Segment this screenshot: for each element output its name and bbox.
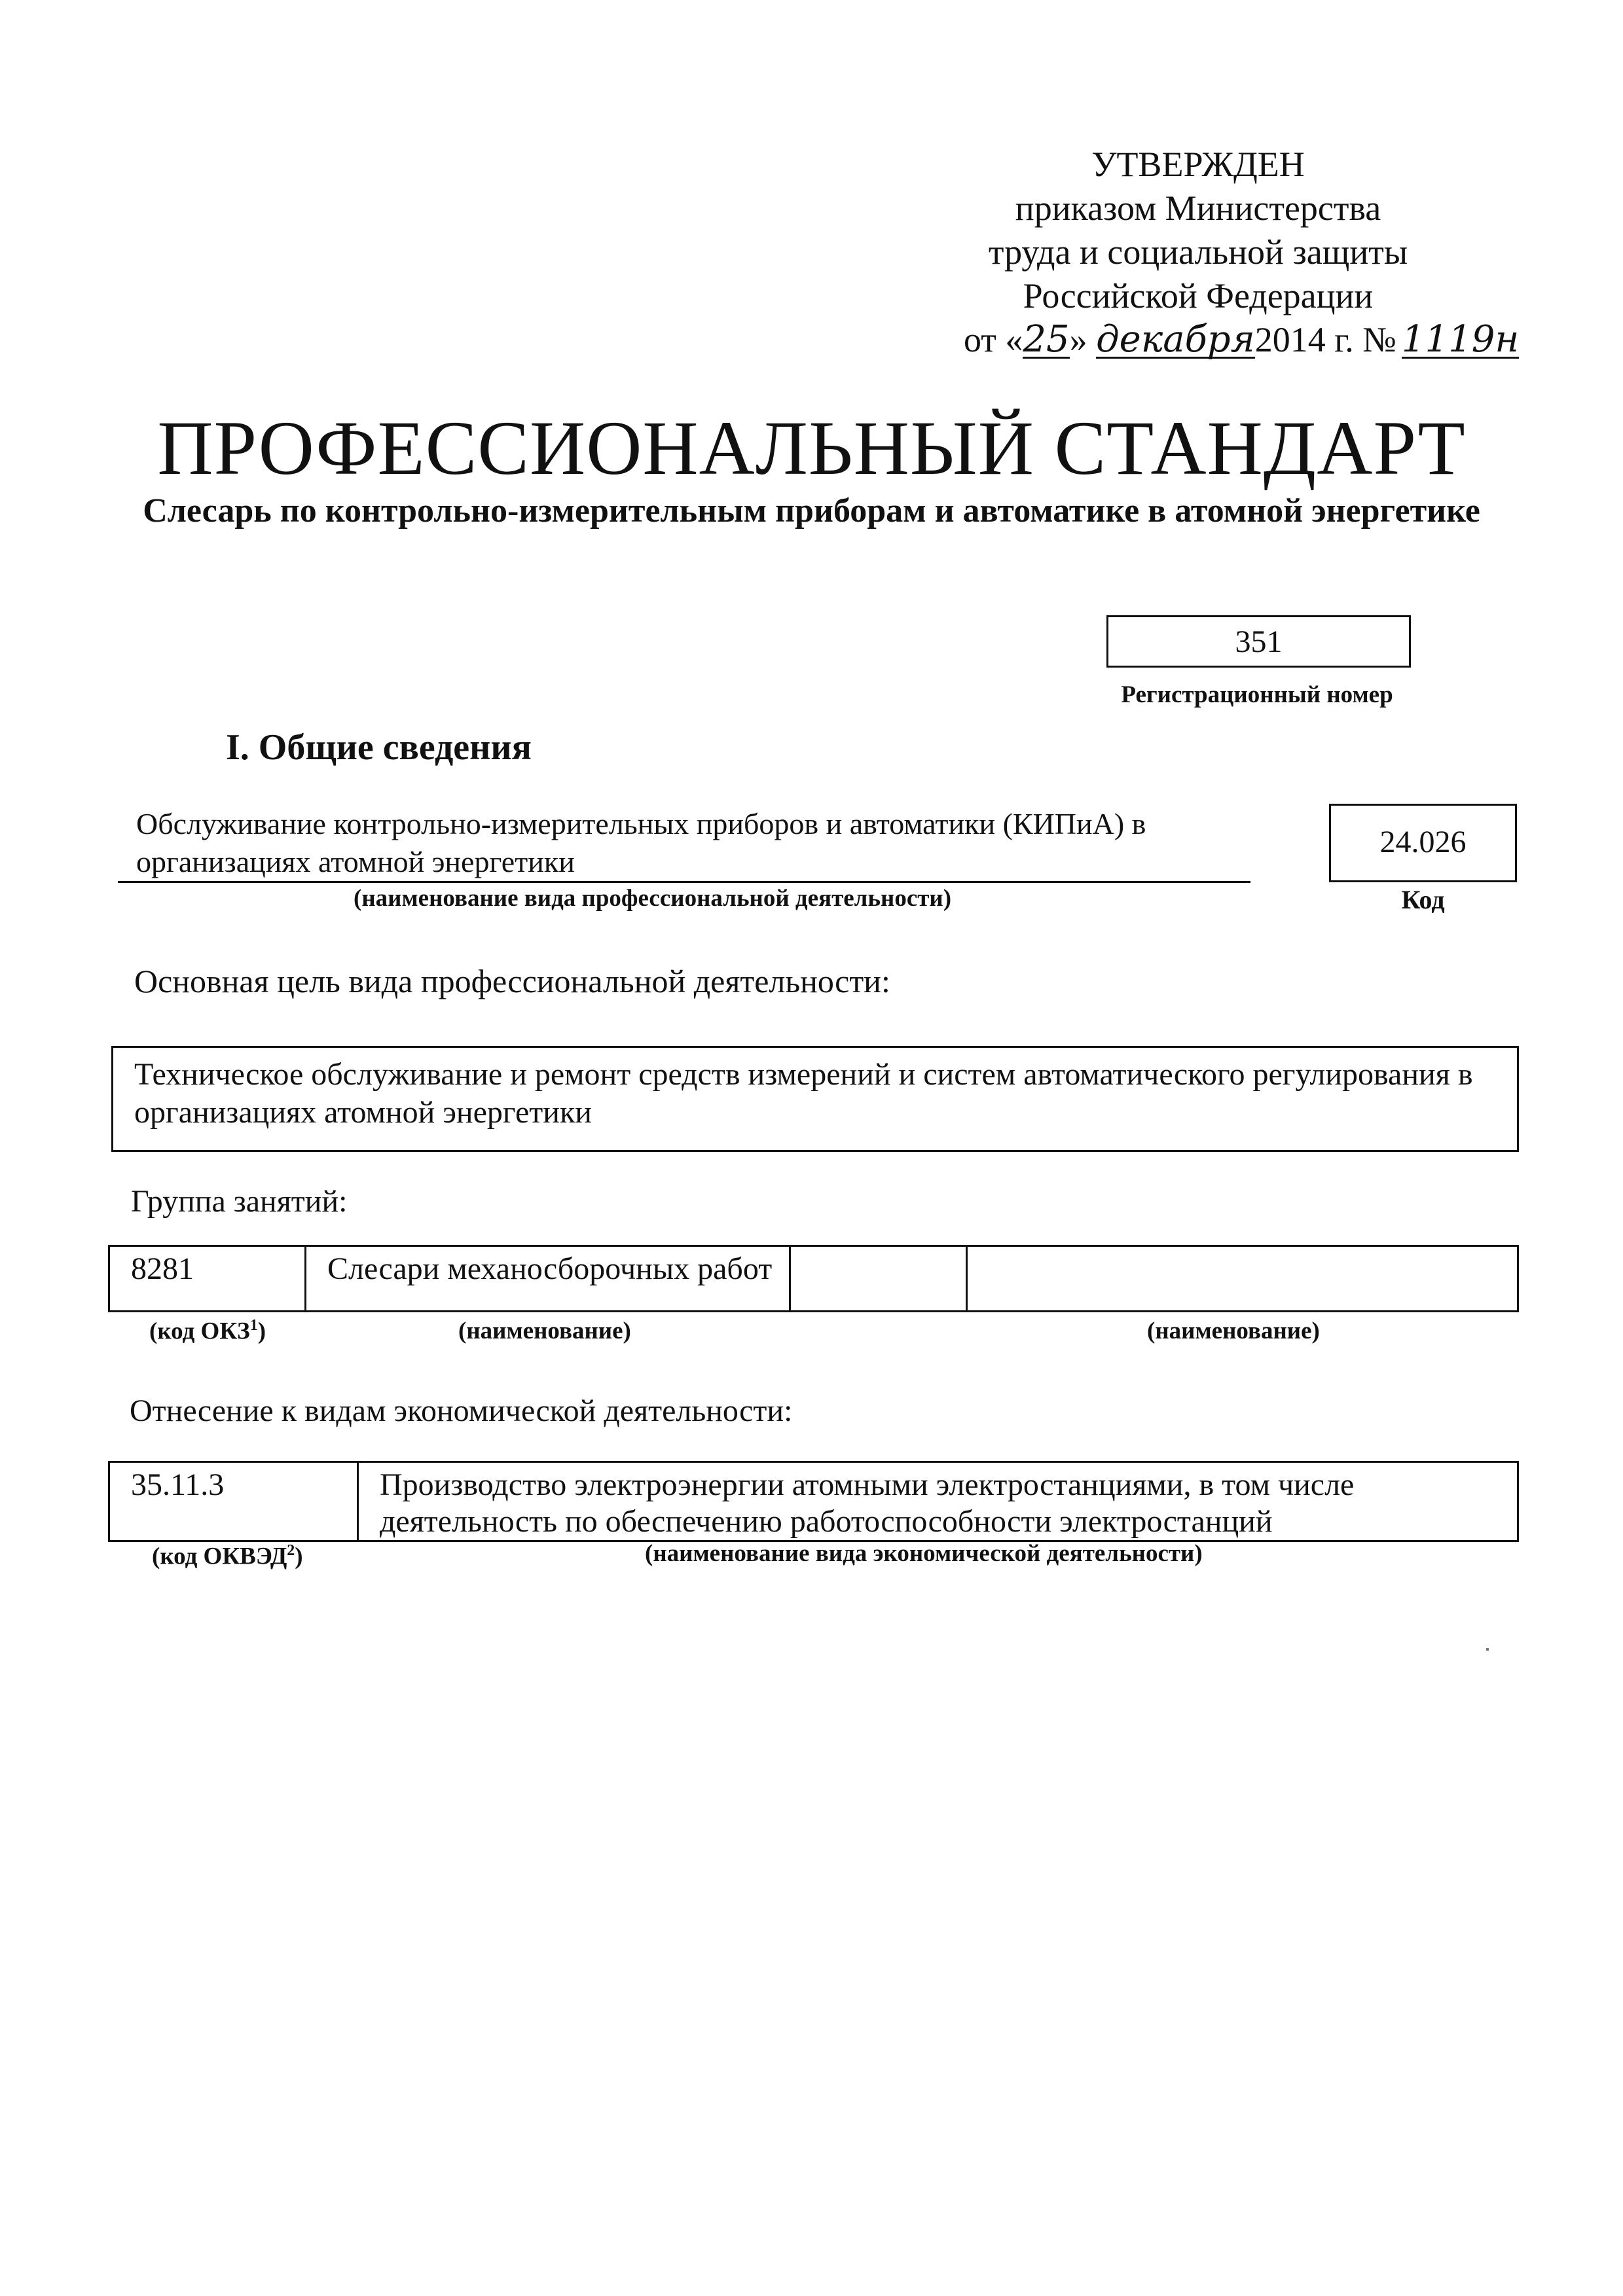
- date-year: 2014 г. №: [1254, 320, 1396, 359]
- section-heading: I. Общие сведения: [226, 727, 532, 768]
- okved-code-caption: [152, 1542, 303, 1570]
- occupation-code-cell: 8281: [109, 1246, 306, 1312]
- occupation-name2-caption: (наименование): [1147, 1318, 1320, 1344]
- approval-line-2: приказом Министерства: [1015, 188, 1381, 228]
- date-month-handwritten: декабря: [1096, 318, 1255, 361]
- approval-date-line: [903, 318, 1520, 362]
- document-subtitle: Слесарь по контрольно-измерительным приборам и автоматике в атомной энергетике: [143, 492, 1480, 529]
- table-row: [109, 1246, 1518, 1312]
- registration-number-caption: Регистрационный номер: [1121, 681, 1393, 708]
- goal-label: Основная цель вида профессиональной деятельности:: [134, 963, 890, 999]
- caption-end: ): [295, 1543, 303, 1570]
- occupation-name-caption: (наименование): [458, 1318, 631, 1344]
- economic-activity-label: Отнесение к видам экономической деятельности:: [130, 1393, 793, 1428]
- activity-code-caption: Код: [1401, 885, 1445, 914]
- caption-text: (код ОКВЭД: [152, 1543, 287, 1570]
- occupation-name2-cell: [967, 1246, 1518, 1312]
- date-mid: »: [1069, 320, 1097, 359]
- approval-stamp: [903, 143, 1520, 362]
- caption-text: (код ОКЗ: [149, 1318, 250, 1345]
- occupation-name-cell: Слесари механосборочных работ: [306, 1246, 790, 1312]
- economic-activity-table: [108, 1461, 1519, 1542]
- registration-number-box: 351: [1106, 615, 1411, 668]
- table-row: [109, 1462, 1518, 1541]
- approval-line-1: УТВЕРЖДЕН: [1091, 145, 1305, 184]
- caption-end: ): [257, 1318, 266, 1345]
- date-prefix: от «: [964, 320, 1023, 359]
- okved-name-caption: (наименование вида экономической деятельности): [645, 1540, 1203, 1567]
- scan-speck: [1486, 1648, 1489, 1651]
- activity-name-caption: (наименование вида профессиональной деятельности): [354, 885, 952, 912]
- approval-line-3: труда и социальной защиты: [988, 232, 1408, 272]
- occupation-code2-cell: [790, 1246, 967, 1312]
- occupation-code-caption: [149, 1317, 266, 1345]
- activity-name: Обслуживание контрольно-измерительных приборов и автоматики (КИПиА) в организациях атомной энергетики: [118, 805, 1250, 883]
- okved-code-cell: 35.11.3: [109, 1462, 358, 1541]
- footnote-marker: 1: [249, 1317, 258, 1334]
- activity-code-box: 24.026: [1329, 804, 1517, 882]
- footnote-marker: 2: [287, 1542, 295, 1559]
- goal-text: Техническое обслуживание и ремонт средств измерений и систем автоматического регулирования в организациях атомной энергетики: [111, 1046, 1519, 1152]
- okved-name-cell: Производство электроэнергии атомными электростанциями, в том числе деятельность по обеспечению работоспособности электростанций: [358, 1462, 1518, 1541]
- occupation-group-label: Группа занятий:: [131, 1184, 348, 1219]
- approval-line-4: Российской Федерации: [1023, 276, 1374, 315]
- document-title: ПРОФЕССИОНАЛЬНЫЙ СТАНДАРТ: [157, 405, 1466, 491]
- date-day-handwritten: 25: [1023, 318, 1070, 361]
- order-number-handwritten: 1119н: [1401, 318, 1520, 361]
- occupation-group-table: [108, 1245, 1519, 1312]
